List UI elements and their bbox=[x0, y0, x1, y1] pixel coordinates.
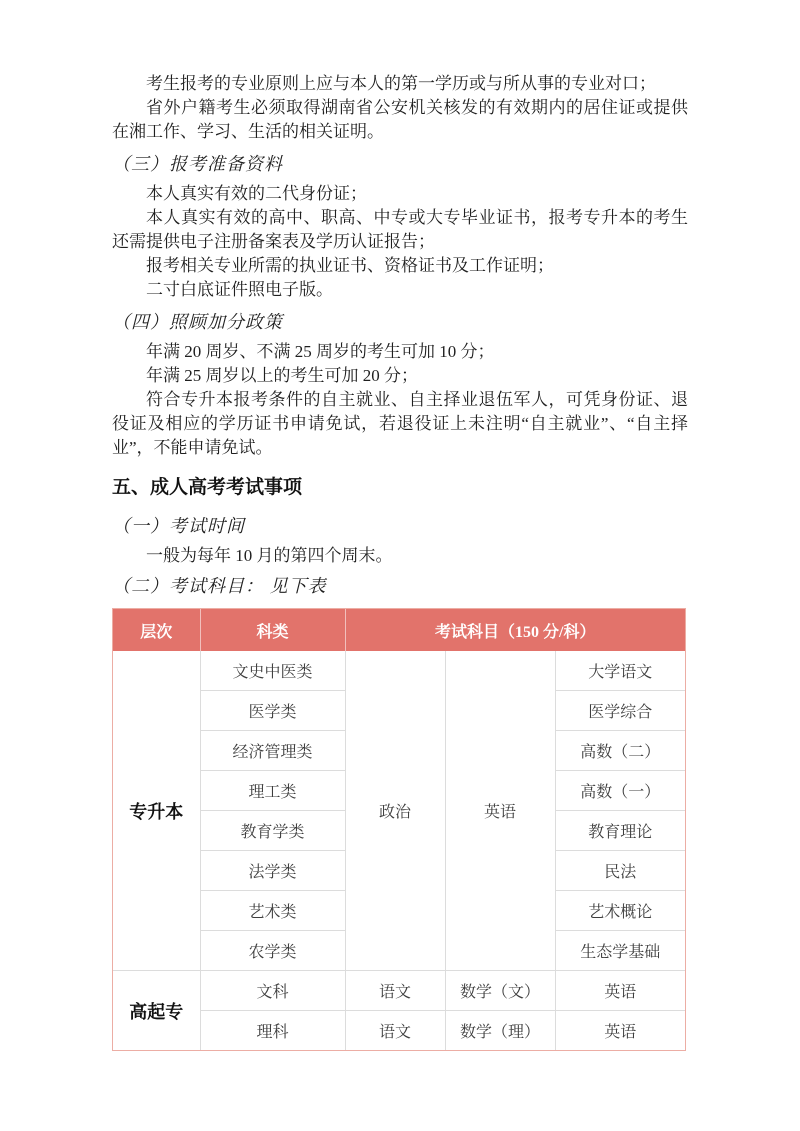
paragraph-age-20: 年满 20 周岁、不满 25 周岁的考生可加 10 分； bbox=[146, 342, 495, 361]
category-cell: 理科 bbox=[200, 1011, 345, 1051]
subject-cell: 民法 bbox=[555, 851, 685, 891]
category-cell: 医学类 bbox=[200, 691, 345, 731]
category-cell: 艺术类 bbox=[200, 891, 345, 931]
subject-cell: 高数（一） bbox=[555, 771, 685, 811]
subject-cell: 语文 bbox=[345, 1011, 445, 1051]
subject-cell: 生态学基础 bbox=[555, 931, 685, 971]
category-cell: 法学类 bbox=[200, 851, 345, 891]
paragraph-photo: 二寸白底证件照电子版。 bbox=[146, 280, 333, 299]
paragraph-major-match: 考生报考的专业原则上应与本人的第一学历或与所从事的专业对口； bbox=[146, 74, 656, 93]
category-cell: 农学类 bbox=[200, 931, 345, 971]
category-cell: 文科 bbox=[200, 971, 345, 1011]
level-cell-gaoqizhuan: 高起专 bbox=[113, 971, 200, 1051]
category-cell: 教育学类 bbox=[200, 811, 345, 851]
table-header-subjects: 考试科目（150 分/科） bbox=[345, 609, 685, 651]
paragraph-exam-time: 一般为每年 10 月的第四个周末。 bbox=[146, 546, 393, 565]
heading-section-5-exam-matters: 五、成人高考考试事项 bbox=[112, 477, 303, 498]
heading-5-1-exam-time: （一）考试时间 bbox=[112, 516, 245, 536]
common-subject-english: 英语 bbox=[445, 651, 555, 971]
subject-cell: 数学（理） bbox=[445, 1011, 555, 1051]
heading-section-4-bonus-policy: （四）照顾加分政策 bbox=[112, 312, 283, 332]
paragraph-age-25: 年满 25 周岁以上的考生可加 20 分； bbox=[146, 366, 418, 385]
paragraph-veteran-exemption: 符合专升本报考条件的自主就业、自主择业退伍军人，可凭身份证、退役证及相应的学历证书申请免试，若退役证上未注明“自主就业”、“自主择业”，不能申请免试。 bbox=[112, 390, 688, 457]
exam-subjects-table bbox=[112, 608, 686, 1051]
paragraph-residence-proof: 省外户籍考生必须取得湖南省公安机关核发的有效期内的居住证或提供在湘工作、学习、生活的相关证明。 bbox=[112, 98, 688, 141]
paragraph-certificates: 报考相关专业所需的执业证书、资格证书及工作证明； bbox=[146, 256, 554, 275]
level-cell-zhuanshengben: 专升本 bbox=[113, 651, 200, 971]
subject-cell: 英语 bbox=[555, 971, 685, 1011]
table-row bbox=[113, 651, 685, 691]
paragraph-id-card: 本人真实有效的二代身份证； bbox=[146, 184, 367, 203]
category-cell: 理工类 bbox=[200, 771, 345, 811]
heading-section-3-materials: （三）报考准备资料 bbox=[112, 154, 283, 174]
table-header-row bbox=[113, 609, 685, 651]
exam-subjects-table-grid bbox=[113, 609, 685, 1050]
subject-cell: 语文 bbox=[345, 971, 445, 1011]
subject-cell: 英语 bbox=[555, 1011, 685, 1051]
table-header-level: 层次 bbox=[113, 609, 200, 651]
category-cell: 经济管理类 bbox=[200, 731, 345, 771]
subject-cell: 医学综合 bbox=[555, 691, 685, 731]
subject-cell: 高数（二） bbox=[555, 731, 685, 771]
heading-5-2-exam-subjects: （二）考试科目： 见下表 bbox=[112, 576, 327, 596]
category-cell: 文史中医类 bbox=[200, 651, 345, 691]
table-row bbox=[113, 971, 685, 1011]
common-subject-politics: 政治 bbox=[345, 651, 445, 971]
subject-cell: 数学（文） bbox=[445, 971, 555, 1011]
subject-cell: 艺术概论 bbox=[555, 891, 685, 931]
subject-cell: 大学语文 bbox=[555, 651, 685, 691]
table-header-category: 科类 bbox=[200, 609, 345, 651]
subject-cell: 教育理论 bbox=[555, 811, 685, 851]
paragraph-diploma: 本人真实有效的高中、职高、中专或大专毕业证书，报考专升本的考生还需提供电子注册备案表及学历认证报告； bbox=[112, 208, 688, 251]
